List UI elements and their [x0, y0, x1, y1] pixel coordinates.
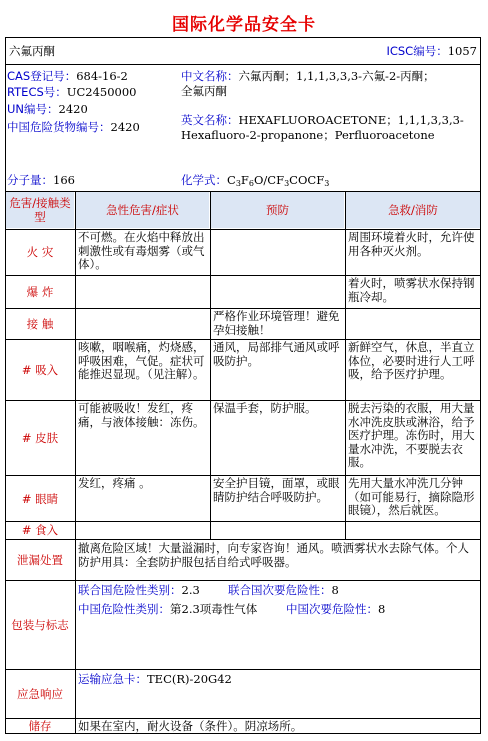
transport-card-value: TEC(R)-20G42: [147, 672, 232, 686]
cas-number: [7, 69, 128, 83]
cn-class-value: 第2.3项毒性气体: [170, 602, 258, 616]
fire-prevention: [211, 230, 345, 232]
divider: [6, 669, 480, 670]
cn-sub-value: 8: [378, 602, 386, 616]
eyes-hazard: 发红，疼痛 。: [78, 476, 151, 490]
cn-sub-label: 中国次要危险性：: [286, 602, 378, 616]
formula-label: 化学式：: [181, 173, 227, 187]
cn-name-value: 六氟丙酮；1,1,1,3,3,3-六氟-2-丙酮；: [238, 69, 435, 83]
contact-aid: [346, 309, 480, 311]
row-type-ingestion: # 食入: [21, 523, 59, 537]
en-name-value: HEXAFLUOROACETONE；1,1,1,3,3,3-: [238, 113, 464, 127]
packaging-label: 包装与标志: [11, 617, 69, 632]
un-sub-label: 联合国次要危险性：: [228, 583, 332, 597]
formula-value: $C_3F_6O/CF_3COCF_3$: [227, 173, 330, 188]
row-type-explosion: 爆 炸: [26, 284, 54, 299]
cn-subsidiary: [286, 602, 385, 616]
row-type-contact: 接 触: [26, 316, 54, 331]
cas-label: CAS登记号：: [7, 69, 77, 83]
row-type-eyes: # 眼睛: [21, 491, 59, 506]
inhalation-prevention: 通风，局部排气通风或呼吸防护。: [213, 340, 340, 368]
ingestion-hazard: [76, 522, 210, 524]
un-class-value: 2.3: [181, 583, 200, 597]
page-title: 国际化学品安全卡: [172, 15, 316, 35]
explosion-aid: 着火时，喷雾状水保持钢瓶冷却。: [348, 276, 475, 304]
header-hazard: 急性危害/症状: [76, 192, 209, 228]
cn-danger-number: [7, 120, 140, 134]
en-name-label: 英文名称：: [181, 113, 239, 127]
row-type-skin: # 皮肤: [21, 431, 59, 445]
ingestion-prevention: [211, 522, 345, 524]
divider: [6, 64, 480, 65]
col-divider: [210, 192, 211, 539]
explosion-hazard: [76, 276, 210, 278]
spill-text: 撤离危险区域！大量溢漏时，向专家咨询！通风。喷洒雾状水去除气体。个人防护用具：全套防护服包括自给式呼吸器。: [78, 541, 469, 569]
un-number: [7, 102, 88, 116]
divider: [6, 539, 480, 540]
storage-text: 如果在室内，耐火设备（条件）。阴凉场所。: [78, 719, 303, 733]
molecular-weight: [7, 173, 75, 187]
cn-class: [78, 602, 257, 616]
emergency-label: 应急响应: [17, 687, 63, 701]
eyes-aid: 先用大量水冲洗几分钟（如可能易行，摘除隐形眼镜），然后就医。: [348, 476, 475, 517]
row-type-inhalation: # 吸入: [21, 363, 59, 377]
cn-name: [181, 69, 435, 83]
inhalation-hazard: 咳嗽，咽喉痛，灼烧感，呼吸困难，气促。症状可能推迟显现。（见注解）。: [78, 340, 205, 381]
eyes-prevention: 安全护目镜，面罩，或眼睛防护结合呼吸防护。: [213, 476, 340, 504]
rtecs-value: UC2450000: [66, 85, 137, 99]
cn-class-label: 中国危险性类别：: [78, 602, 170, 616]
contact-hazard: [76, 309, 210, 311]
col-divider: [75, 192, 76, 539]
storage-label: 储存: [28, 719, 52, 733]
un-sub-value: 8: [331, 583, 339, 597]
cas-value: 684-16-2: [76, 69, 128, 83]
skin-aid: 脱去污染的衣服，用大量水冲洗皮肤或淋浴，给予医疗护理。冻伤时，用大量水冲洗，不要脱去衣服。: [348, 401, 475, 469]
row-type-fire: 火 灾: [26, 245, 54, 259]
transport-card: [78, 672, 232, 686]
header-type: 危害/接触类型: [6, 192, 74, 228]
icsc-label: ICSC编号：: [386, 44, 448, 58]
header-aid: 急救/消防: [346, 192, 480, 228]
safety-card: [5, 37, 481, 734]
skin-hazard: 可能被吸收！发红，疼痛，与液体接触：冻伤。: [78, 401, 205, 429]
un-class: [78, 583, 200, 597]
cn-danger-label: 中国危险货物编号：: [7, 120, 111, 134]
icsc-number: [386, 44, 477, 58]
contact-prevention: 严格作业环境管理！避免孕妇接触！: [213, 309, 340, 337]
en-name-cont: Hexafluoro-2-propanone；Perfluoroacetone: [181, 128, 435, 142]
explosion-prevention: [211, 276, 345, 278]
col-divider: [345, 192, 346, 539]
col-divider: [75, 539, 76, 733]
en-name: [181, 113, 464, 127]
spill-label: 泄漏处置: [17, 552, 63, 567]
un-class-label: 联合国危险性类别：: [78, 583, 182, 597]
transport-card-label: 运输应急卡：: [78, 672, 147, 686]
rtecs-number: [7, 85, 137, 99]
un-label: UN编号：: [7, 102, 59, 116]
ingestion-aid: [346, 522, 480, 524]
cn-name-label: 中文名称：: [181, 69, 239, 83]
cn-danger-value: 2420: [110, 120, 140, 134]
icsc-value: 1057: [447, 44, 477, 58]
inhalation-aid: 新鲜空气，休息，半直立体位，必要时进行人工呼吸，给予医疗护理。: [348, 340, 475, 381]
skin-prevention: 保温手套，防护服。: [213, 401, 317, 415]
fire-hazard: 不可燃。在火焰中释放出刺激性或有毒烟雾（或气体）。: [78, 230, 205, 271]
chemical-name: 六氟丙酮: [9, 44, 55, 58]
fire-aid: 周围环境着火时，允许使用各种灭火剂。: [348, 230, 475, 258]
chemical-formula: [181, 173, 329, 191]
mw-value: 166: [53, 173, 75, 187]
divider: [6, 580, 480, 581]
cn-name-cont: 全氟丙酮: [181, 84, 227, 98]
un-subsidiary: [228, 583, 339, 597]
mw-label: 分子量：: [7, 173, 53, 187]
rtecs-label: RTECS号：: [7, 85, 67, 99]
header-prevention: 预防: [211, 192, 344, 228]
un-value: 2420: [58, 102, 88, 116]
